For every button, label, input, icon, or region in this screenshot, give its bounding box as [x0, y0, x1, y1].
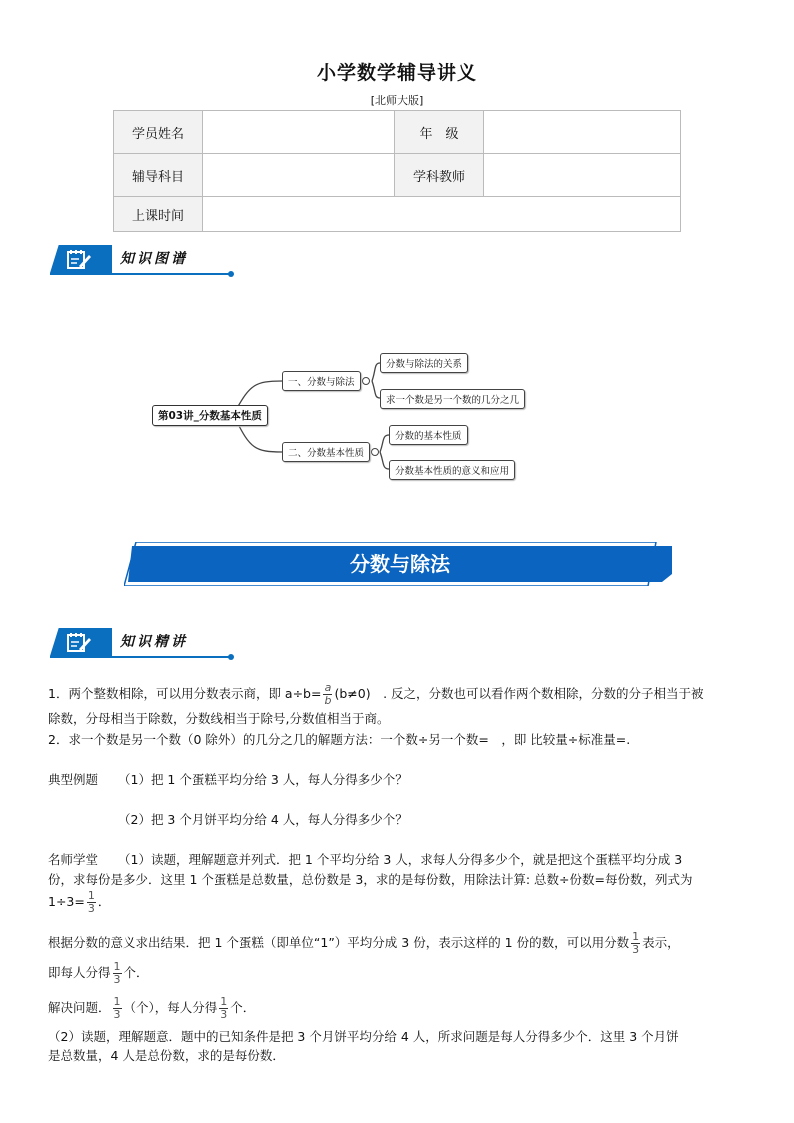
- fraction-one-third: $\frac{1}{3}$: [87, 889, 95, 915]
- mindmap-root: 第03讲_分数基本性质: [152, 405, 268, 426]
- student-name-label: 学员姓名: [114, 111, 203, 154]
- section-label: 知识精讲: [120, 634, 188, 650]
- section-label: 知识图谱: [120, 251, 188, 267]
- mindmap-branch-1: 一、分数与除法: [282, 371, 361, 391]
- subject-label: 辅导科目: [114, 154, 203, 197]
- point-1: 1．两个整数相除，可以用分数表示商，即 a÷b= $\frac{a}{b}$ (b≠0) . 反之，分数也可以看作两个数相除，分数的分子相当于被: [48, 681, 704, 707]
- page-subtitle: [北师大版]: [370, 94, 424, 107]
- solution-line: 是总数量，4 人是总份数，求的是每份数．: [48, 1048, 285, 1063]
- teacher-label: 学科教师: [395, 154, 484, 197]
- fraction-one-third: $\frac{1}{3}$: [220, 995, 228, 1021]
- class-time-label: 上课时间: [114, 197, 203, 232]
- mindmap-leaf: 求一个数是另一个数的几分之几: [380, 389, 525, 409]
- page-title: 小学数学辅导讲义: [316, 62, 477, 84]
- banner-title: 分数与除法: [350, 552, 450, 576]
- solution-line: 份，求每份是多少．这里 1 个蛋糕是总数量，总份数是 3，求的是每份数，用除法计算: 总数÷份数=每份数，列式为: [48, 872, 693, 887]
- point-1-cont: 除数，分母相当于除数，分数线相当于除号,分数值相当于商。: [48, 711, 390, 726]
- solution-label: 名师学堂: [48, 852, 99, 867]
- fraction-one-third: $\frac{1}{3}$: [113, 995, 121, 1021]
- mindmap-leaf: 分数的基本性质: [389, 425, 468, 445]
- solution-line: （1）读题，理解题意并列式．把 1 个平均分给 3 人，求每人分得多少个，就是把这个蛋糕平均分成 3: [118, 852, 683, 867]
- notepad-icon: [66, 631, 92, 653]
- solution-line: （2）读题，理解题意．题中的已知条件是把 3 个月饼平均分给 4 人，所求问题是每人分得多少个．这里 3 个月饼: [48, 1029, 679, 1044]
- example-label: 典型例题: [48, 772, 99, 787]
- fraction-a-over-b: $\frac{a}{b}$: [324, 681, 332, 707]
- fraction-one-third: $\frac{1}{3}$: [632, 930, 640, 956]
- grade-label: 年 级: [395, 111, 484, 154]
- solution-line: 1÷3= $\frac{1}{3}$ ．: [48, 889, 111, 915]
- section-header-explanation: [50, 628, 230, 656]
- example-q1: （1）把 1 个蛋糕平均分给 3 人，每人分得多少个？: [118, 772, 408, 787]
- solution-line: 根据分数的意义求出结果．把 1 个蛋糕（即单位“1”）平均分成 3 份，表示这样的 1 份的数，可以用分数 $\frac{1}{3}$ 表示，: [48, 930, 680, 956]
- mindmap-branch-2: 二、分数基本性质: [282, 442, 370, 462]
- fraction-one-third: $\frac{1}{3}$: [113, 960, 121, 986]
- solution-line: 解决问题． $\frac{1}{3}$ （个），每人分得 $\frac{1}{3}$ 个．: [48, 995, 256, 1021]
- point-2: 2．求一个数是另一个数（0 除外）的几分之几的解题方法：一个数÷另一个数= ，即 比较量÷标准量=.: [48, 732, 631, 747]
- mindmap-leaf: 分数与除法的关系: [380, 353, 468, 373]
- example-q2: （2）把 3 个月饼平均分给 4 人，每人分得多少个？: [118, 812, 408, 827]
- solution-line: 即每人分得 $\frac{1}{3}$ 个．: [48, 960, 149, 986]
- mindmap-leaf: 分数基本性质的意义和应用: [389, 460, 515, 480]
